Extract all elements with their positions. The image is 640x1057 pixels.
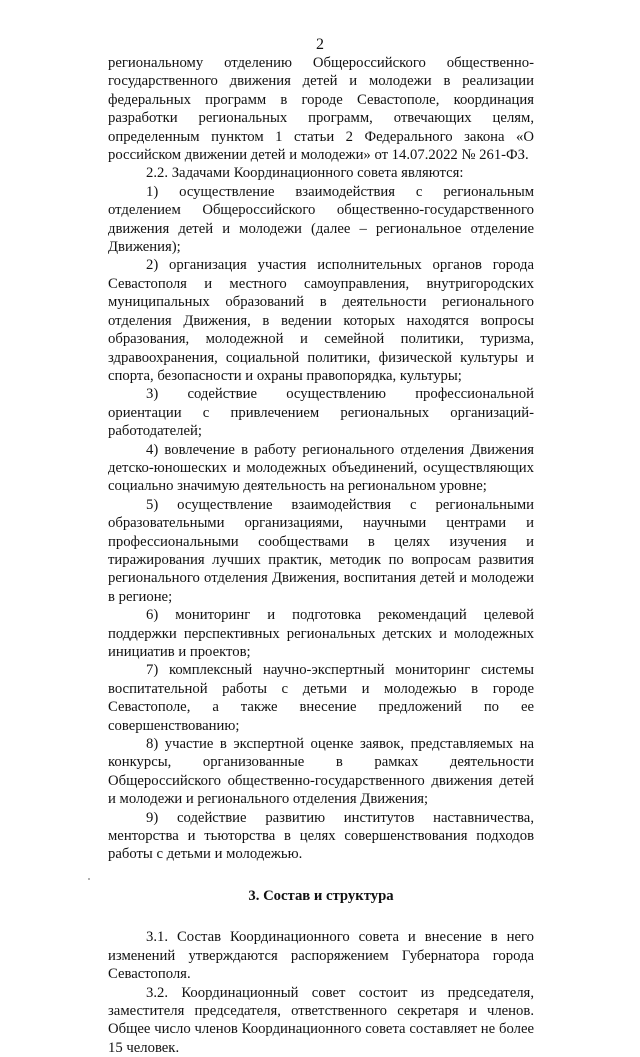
list-item-2: 2) организация участия исполнительных органов города Севастополя и местного самоуправления, внутригородских муниципальных образований в деятельности регионального отделения Движения, в ведении которых находятся вопросы образования, молодежной и семейной политики, туризма, здравоохранения, социальной политики, физической культуры и спорта, безопасности и охраны правопорядка, культуры; [108, 256, 534, 385]
list-item-6: 6) мониторинг и подготовка рекомендаций целевой поддержки перспективных региональных детских и молодежных инициатив и проектов; [108, 606, 534, 661]
document-body [108, 54, 534, 1057]
list-item-3: 3) содействие осуществлению профессиональной ориентации с привлечением региональных организаций-работодателей; [108, 385, 534, 440]
paragraph-2-2-intro: 2.2. Задачами Координационного совета являются: [108, 164, 534, 182]
section-heading: 3. Состав и структура [108, 887, 534, 905]
list-item-7: 7) комплексный научно-экспертный мониторинг системы воспитательной работы с детьми и молодежью в городе Севастополе, а также внесение предложений по ее совершенствованию; [108, 661, 534, 735]
scan-speck [88, 878, 90, 880]
list-item-9: 9) содействие развитию институтов наставничества, менторства и тьюторства в целях совершенствования подходов работы с детьми и молодежью. [108, 809, 534, 864]
paragraph-3-2: 3.2. Координационный совет состоит из председателя, заместителя председателя, ответственного секретаря и членов. Общее число членов Координационного совета составляет не более 15 человек. [108, 984, 534, 1057]
paragraph-3-1: 3.1. Состав Координационного совета и внесение в него изменений утверждаются распоряжением Губернатора города Севастополя. [108, 928, 534, 983]
paragraph-2-1-continuation: региональному отделению Общероссийского общественно-государственного движения детей и молодежи в реализации федеральных программ в городе Севастополе, координация разработки региональных программ, отвечающих целям, определенным пунктом 1 статьи 2 Федерального закона «О российском движении детей и молодежи» от 14.07.2022 № 261-ФЗ. [108, 54, 534, 164]
list-item-8: 8) участие в экспертной оценке заявок, представляемых на конкурсы, организованные в рамках деятельности Общероссийского общественно-государственного движения детей и молодежи и регионального отделения Движения; [108, 735, 534, 809]
list-item-5: 5) осуществление взаимодействия с региональными образовательными организациями, научными центрами и профессиональными сообществами в целях изучения и тиражирования лучших практик, методик по вопросам развития регионального отделения Движения, воспитания детей и молодежи в регионе; [108, 496, 534, 606]
list-item-4: 4) вовлечение в работу регионального отделения Движения детско-юношеских и молодежных объединений, осуществляющих социально значимую деятельность на региональном уровне; [108, 441, 534, 496]
list-item-1: 1) осуществление взаимодействия с региональным отделением Общероссийского общественно-государственного движения детей и молодежи (далее – региональное отделение Движения); [108, 183, 534, 257]
page-number: 2 [0, 36, 640, 54]
